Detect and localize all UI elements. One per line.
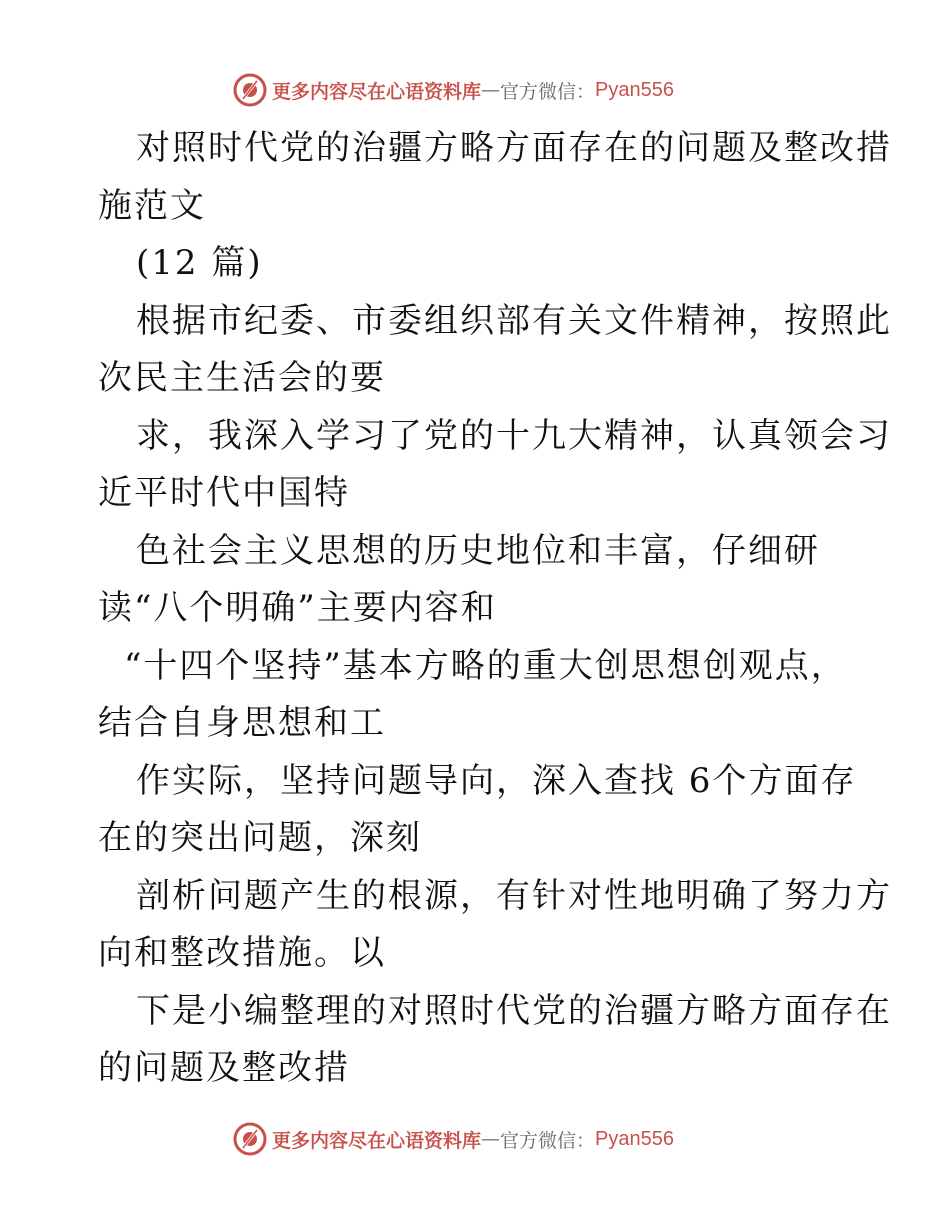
brand-logo-icon [232,72,268,108]
text-line: 施范文 [98,185,206,226]
text-line: 根据市纪委、市委组织部有关文件精神，按照此 [136,300,892,341]
watermark-official-label: 官方微信： [500,80,596,103]
watermark-dash: — [481,1128,501,1150]
watermark-brand: 更多内容尽在心语资料库 [272,80,482,103]
header-watermark [232,72,674,108]
watermark-official-label: 官方微信： [500,1129,596,1152]
text-line: 在的突出问题，深刻 [98,818,422,858]
watermark-wechat-id: Pyan556 [595,78,674,101]
text-line: 作实际，坚持问题导向，深入查找 6个方面存 [136,760,857,801]
watermark-dash: — [481,79,501,101]
text-line: 结合自身思想和工 [98,703,386,743]
watermark-brand: 更多内容尽在心语资料库 [272,1129,482,1152]
text-line: 近平时代中国特 [98,473,350,513]
text-line: (12 篇) [136,243,263,283]
text-line: 次民主生活会的要 [98,358,386,398]
text-line: 色社会主义思想的历史地位和丰富，仔细研 [136,530,820,571]
text-line: 对照时代党的治疆方略方面存在的问题及整改措 [136,128,892,168]
watermark-wechat-id: Pyan556 [595,1127,674,1150]
text-line: 的问题及整改措 [98,1048,350,1088]
document-body [98,120,892,1098]
footer-watermark [232,1121,674,1157]
text-line: 向和整改措施。以 [98,933,386,973]
text-line: 剖析问题产生的根源，有针对性地明确了努力方 [136,875,892,916]
text-line: 下是小编整理的对照时代党的治疆方略方面存在 [136,990,892,1031]
text-line: 求，我深入学习了党的十九大精神，认真领会习 [136,415,892,456]
brand-logo-icon [232,1121,268,1157]
text-line: “十四个坚持”基本方略的重大创思想创观点， [124,645,847,686]
text-line: 读“八个明确”主要内容和 [98,588,497,628]
